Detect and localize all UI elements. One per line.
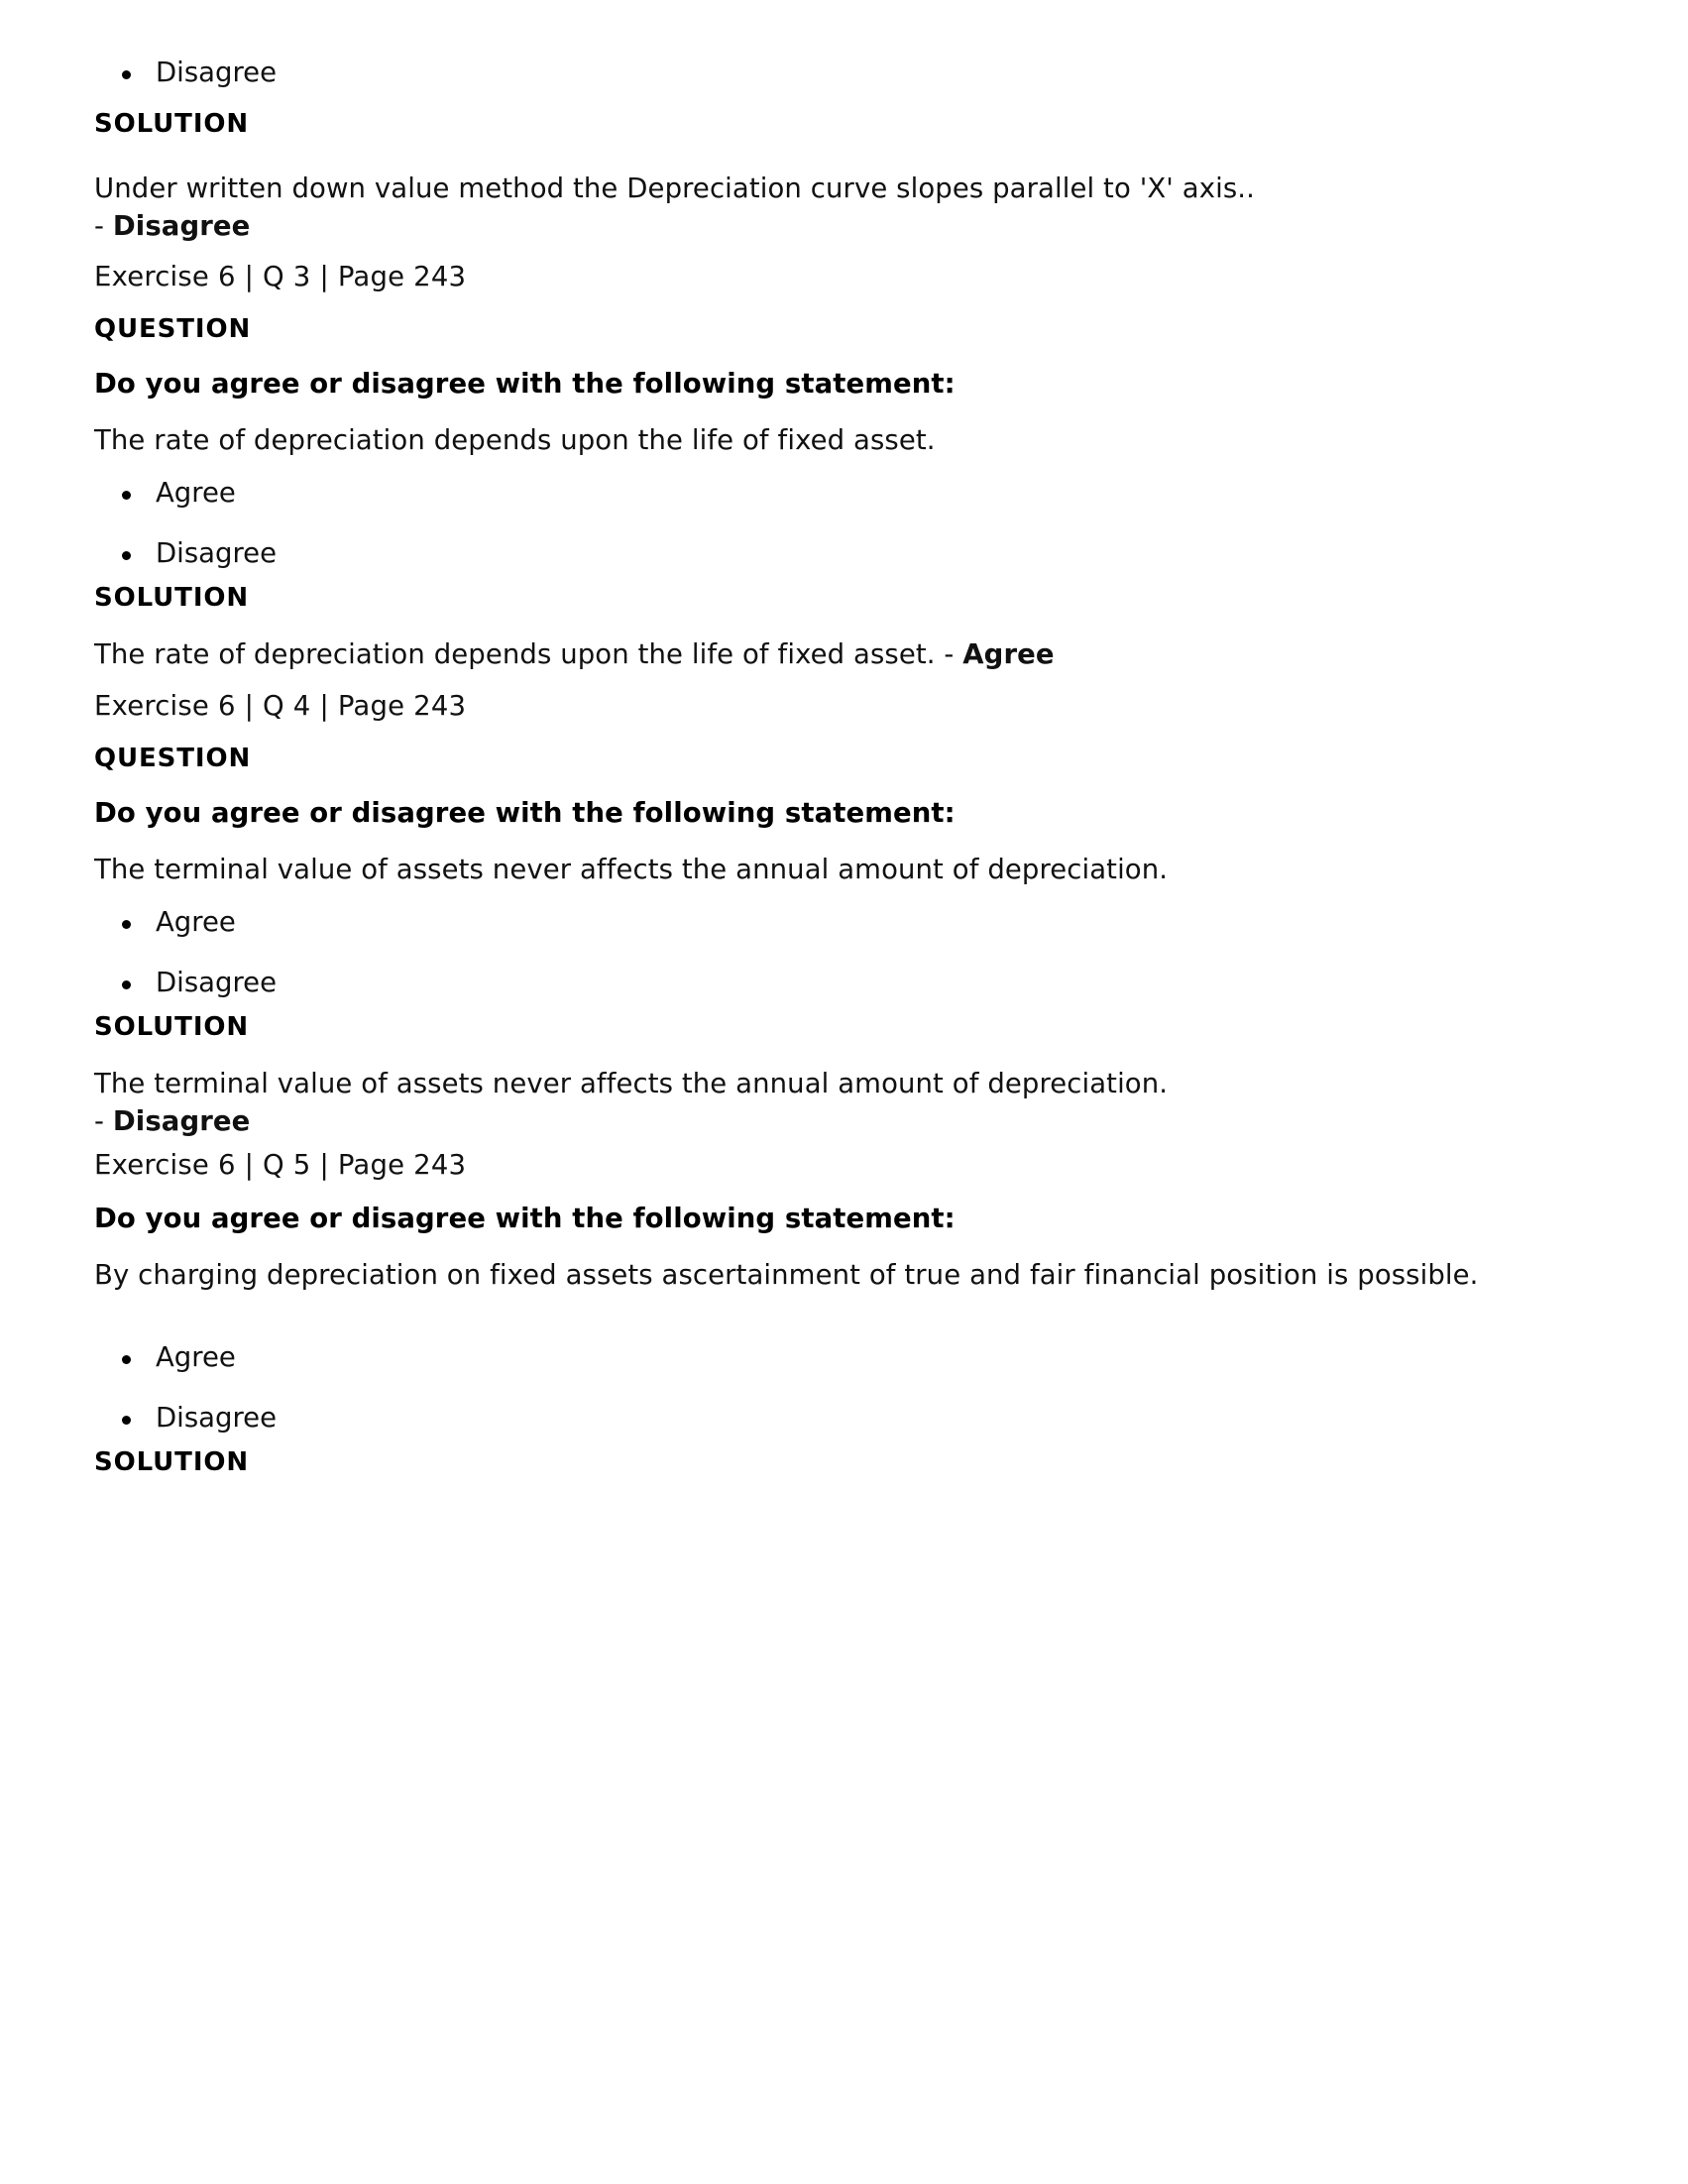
solution-text-block xyxy=(94,171,1614,246)
list-item[interactable]: Disagree xyxy=(94,1401,1614,1437)
option-list-q4 xyxy=(94,905,1614,1001)
question-heading-q4: QUESTION xyxy=(94,744,252,773)
solution-statement-text: The rate of depreciation depends upon the life of fixed asset. - xyxy=(94,638,963,670)
option-list-q3 xyxy=(94,476,1614,572)
list-item[interactable]: Agree xyxy=(94,905,1614,941)
statement-text-q4: The terminal value of assets never affects the annual amount of depreciation. xyxy=(94,854,1169,885)
exercise-meta-q3: Exercise 6 | Q 3 | Page 243 xyxy=(94,261,467,292)
solution-answer-prefix: - xyxy=(94,209,113,242)
solution-heading-q3: SOLUTION xyxy=(94,583,250,613)
solution-statement-text: Under written down value method the Depreciation curve slopes parallel to 'X' axis.. xyxy=(94,172,1255,204)
solution-heading: SOLUTION xyxy=(94,109,250,139)
solution-text-q4 xyxy=(94,1066,1614,1141)
statement-prompt-q4: Do you agree or disagree with the following statement: xyxy=(94,797,956,829)
list-item[interactable]: Disagree xyxy=(94,536,1614,572)
solution-text-q3 xyxy=(94,636,1614,674)
list-item[interactable]: Agree xyxy=(94,1340,1614,1376)
question-heading-q3: QUESTION xyxy=(94,314,252,344)
solution-answer: Disagree xyxy=(112,209,251,242)
solution-heading-q4: SOLUTION xyxy=(94,1012,250,1042)
statement-text-q5: By charging depreciation on fixed assets ascertainment of true and fair financial position is possible. xyxy=(94,1259,1479,1291)
statement-text-q3: The rate of depreciation depends upon the life of fixed asset. xyxy=(94,424,936,456)
exercise-meta-q5: Exercise 6 | Q 5 | Page 243 xyxy=(94,1149,467,1181)
solution-statement-text: The terminal value of assets never affects the annual amount of depreciation. xyxy=(94,1068,1169,1099)
solution-answer-prefix: - xyxy=(94,1104,113,1137)
exercise-meta-q4: Exercise 6 | Q 4 | Page 243 xyxy=(94,690,467,722)
list-item[interactable]: Agree xyxy=(94,476,1614,512)
solution-answer: Disagree xyxy=(112,1104,251,1137)
statement-prompt-q5: Do you agree or disagree with the following statement: xyxy=(94,1203,956,1234)
option-list-q5 xyxy=(94,1340,1614,1437)
list-item[interactable]: Disagree xyxy=(94,966,1614,1001)
statement-prompt-q3: Do you agree or disagree with the following statement: xyxy=(94,368,956,400)
option-list-previous xyxy=(94,56,1614,91)
solution-answer: Agree xyxy=(962,638,1055,670)
solution-heading-q5: SOLUTION xyxy=(94,1447,250,1477)
list-item: Disagree xyxy=(94,56,1614,91)
